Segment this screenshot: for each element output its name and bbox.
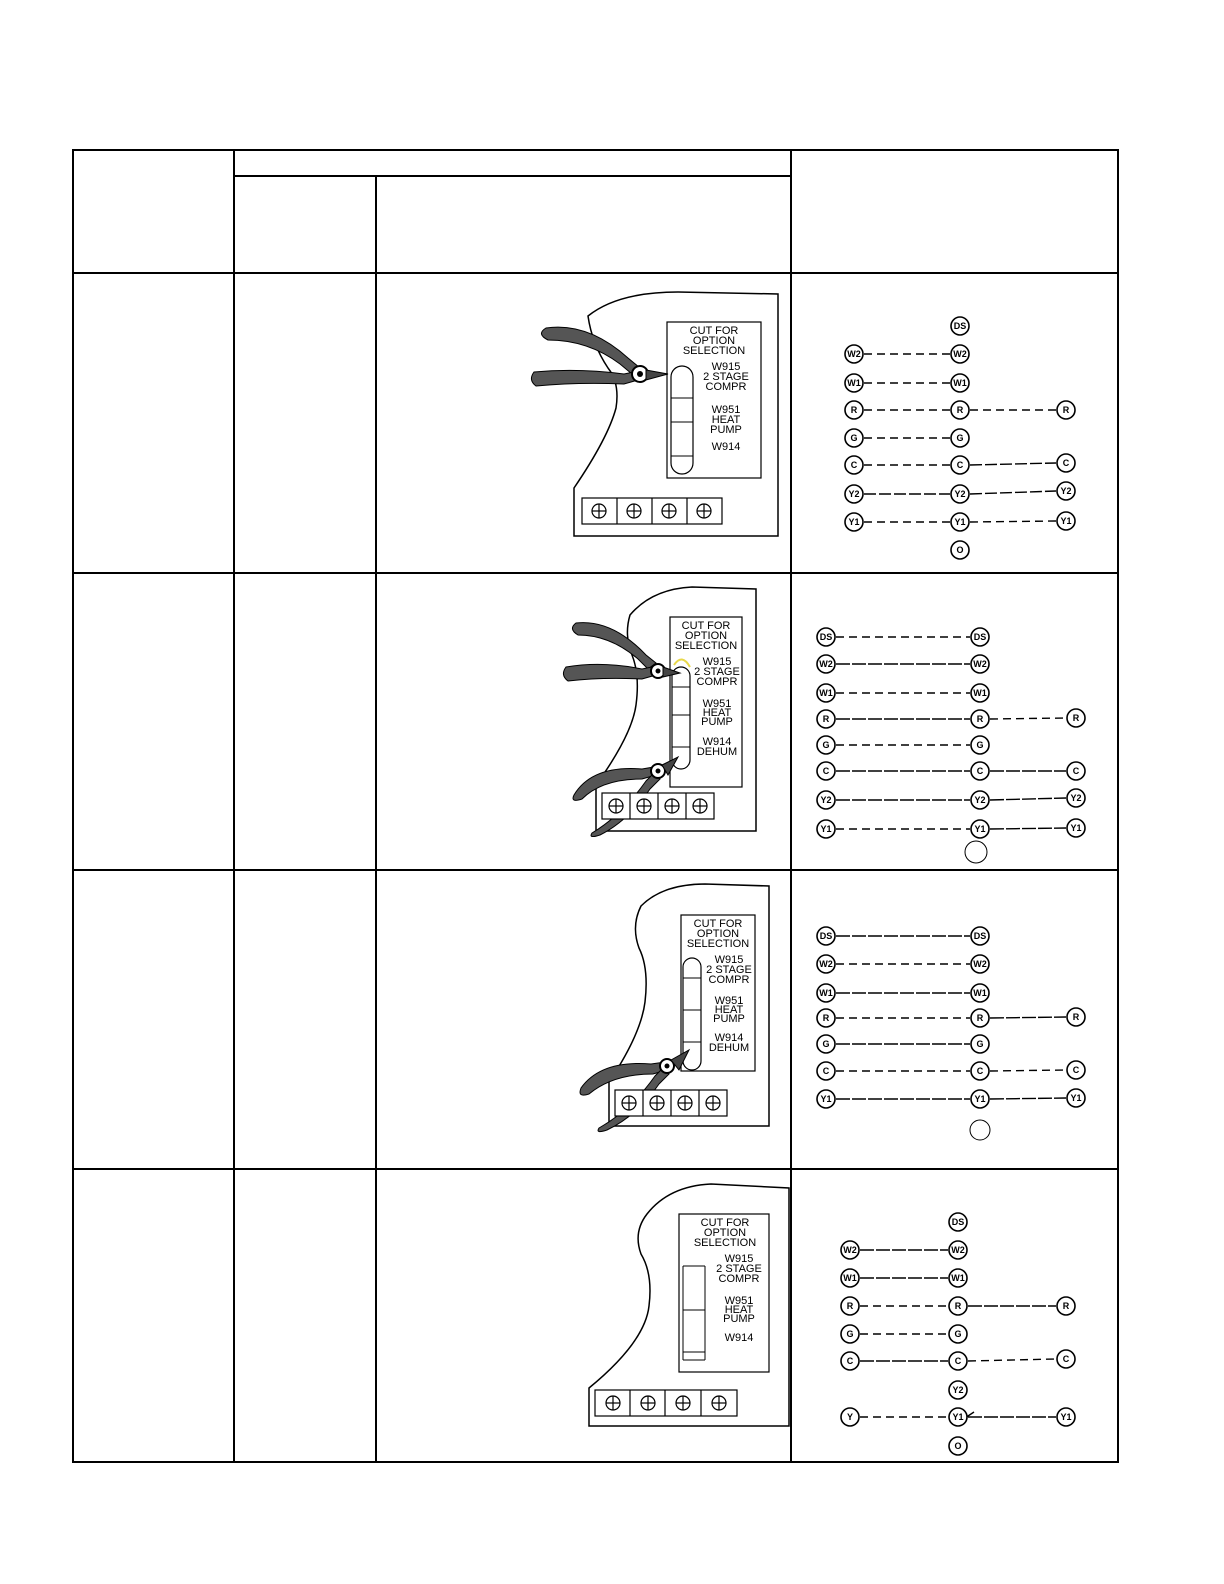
svg-text:Y1: Y1 — [1070, 1093, 1082, 1103]
board-title-line: SELECTION — [693, 1237, 757, 1249]
svg-text:G: G — [976, 740, 984, 750]
terminal-node — [1057, 482, 1075, 500]
table-border-right — [1117, 149, 1119, 1463]
terminal-node — [817, 1090, 835, 1108]
option-label: 2 STAGE — [716, 1263, 762, 1275]
terminal-node — [1067, 1089, 1085, 1107]
terminal-node — [970, 1120, 990, 1140]
svg-text:Y1: Y1 — [848, 517, 860, 527]
svg-text:Y1: Y1 — [974, 1094, 986, 1104]
board-title-line: CUT FOR — [689, 325, 739, 337]
terminal-node — [951, 317, 969, 335]
terminal-node — [971, 655, 989, 673]
svg-text:C: C — [976, 1066, 984, 1076]
terminal-node — [951, 541, 969, 559]
svg-text:W2: W2 — [973, 959, 987, 969]
svg-text:C: C — [846, 1356, 854, 1366]
board-title-line: SELECTION — [686, 938, 750, 950]
option-label: COMPR — [705, 381, 747, 393]
svg-text:R: R — [976, 1013, 984, 1023]
svg-text:R: R — [822, 714, 830, 724]
svg-text:W2: W2 — [819, 659, 833, 669]
option-label: W951 — [711, 404, 741, 416]
svg-text:Y2: Y2 — [1060, 486, 1072, 496]
terminal-node — [971, 736, 989, 754]
terminal-node — [1057, 454, 1075, 472]
terminal-node — [971, 820, 989, 838]
terminal-node — [845, 513, 863, 531]
option-label: COMPR — [708, 974, 750, 986]
svg-text:DS: DS — [973, 632, 987, 642]
option-label: W951 — [724, 1295, 754, 1307]
terminal-node — [951, 513, 969, 531]
terminal-node — [817, 984, 835, 1002]
terminal-node — [817, 820, 835, 838]
svg-text:W1: W1 — [953, 378, 967, 388]
terminal-node — [845, 485, 863, 503]
svg-text:R: R — [976, 714, 984, 724]
svg-text:Y1: Y1 — [820, 1094, 832, 1104]
terminal-node — [817, 628, 835, 646]
terminal-node — [949, 1408, 967, 1426]
table-divider-col1 — [233, 149, 235, 1463]
svg-text:Y2: Y2 — [1070, 793, 1082, 803]
terminal-node — [817, 1062, 835, 1080]
jumper-slot — [671, 366, 693, 474]
board-title-line: SELECTION — [674, 640, 738, 652]
svg-text:Y1: Y1 — [954, 517, 966, 527]
svg-text:C: C — [976, 766, 984, 776]
terminal-node — [1057, 1408, 1075, 1426]
svg-text:R: R — [956, 405, 964, 415]
terminal-node — [845, 456, 863, 474]
table-row-rule-2 — [72, 869, 1119, 871]
svg-text:W1: W1 — [973, 688, 987, 698]
svg-text:C: C — [956, 460, 964, 470]
terminal-node — [971, 927, 989, 945]
terminal-node — [1067, 1008, 1085, 1026]
svg-text:R: R — [1062, 405, 1070, 415]
option-label: 2 STAGE — [703, 371, 749, 383]
table-row-rule-3 — [72, 1168, 1119, 1170]
board-title-line: OPTION — [696, 928, 740, 940]
terminal-node — [949, 1437, 967, 1455]
table-border-top — [72, 149, 1119, 151]
svg-text:G: G — [976, 1039, 984, 1049]
terminal-node — [845, 374, 863, 392]
terminal-node — [817, 736, 835, 754]
terminal-node — [817, 1035, 835, 1053]
svg-text:Y1: Y1 — [1070, 823, 1082, 833]
terminal-node — [817, 710, 835, 728]
terminal-node — [841, 1352, 859, 1370]
svg-text:R: R — [846, 1301, 854, 1311]
terminal-node — [845, 401, 863, 419]
terminal-node — [949, 1381, 967, 1399]
svg-text:G: G — [954, 1329, 962, 1339]
jumper-slot — [672, 667, 690, 769]
svg-text:R: R — [1072, 1012, 1080, 1022]
option-label: W951 — [714, 995, 744, 1007]
terminal-node — [841, 1297, 859, 1315]
svg-text:Y2: Y2 — [820, 795, 832, 805]
option-label: HEAT — [724, 1304, 754, 1316]
svg-text:C: C — [954, 1356, 962, 1366]
svg-text:C: C — [822, 766, 830, 776]
option-label: PUMP — [710, 424, 742, 436]
terminal-node — [949, 1241, 967, 1259]
terminal-node — [817, 927, 835, 945]
terminal-node — [845, 429, 863, 447]
terminal-node — [817, 1009, 835, 1027]
svg-text:W1: W1 — [843, 1273, 857, 1283]
terminal-node — [971, 1035, 989, 1053]
terminal-node — [817, 791, 835, 809]
svg-text:Y2: Y2 — [954, 489, 966, 499]
board-title-line: CUT FOR — [693, 918, 743, 930]
terminal-node — [841, 1269, 859, 1287]
option-label: COMPR — [696, 676, 738, 688]
terminal-node — [971, 1009, 989, 1027]
option-label: PUMP — [713, 1013, 745, 1025]
terminal-node — [971, 684, 989, 702]
board-diagram-1 — [528, 288, 783, 540]
terminal-node — [1067, 819, 1085, 837]
svg-text:Y1: Y1 — [952, 1412, 964, 1422]
table-divider-col2 — [375, 175, 377, 1463]
wiring-diagram-1 — [800, 300, 1110, 568]
wiring-diagram-2 — [800, 610, 1110, 868]
terminal-node — [971, 955, 989, 973]
table-header-rule — [72, 272, 1119, 274]
terminal-node — [951, 374, 969, 392]
option-label: W915 — [702, 656, 732, 668]
terminal-node — [949, 1297, 967, 1315]
terminal-node — [817, 955, 835, 973]
svg-text:Y2: Y2 — [848, 489, 860, 499]
option-label: W914 — [724, 1332, 754, 1344]
terminal-node — [951, 456, 969, 474]
svg-text:W2: W2 — [951, 1245, 965, 1255]
terminal-node — [845, 345, 863, 363]
option-label: HEAT — [702, 707, 732, 719]
svg-text:O: O — [954, 1441, 962, 1451]
terminal-node — [951, 485, 969, 503]
option-label: W914 — [711, 441, 741, 453]
svg-text:G: G — [850, 433, 858, 443]
svg-text:G: G — [846, 1329, 854, 1339]
option-label: W915 — [714, 954, 744, 966]
table-border-bottom — [72, 1461, 1119, 1463]
svg-text:W1: W1 — [819, 988, 833, 998]
terminal-node — [971, 710, 989, 728]
wiring-diagram-4 — [800, 1196, 1110, 1458]
svg-text:G: G — [956, 433, 964, 443]
svg-text:DS: DS — [951, 1217, 965, 1227]
svg-text:G: G — [822, 1039, 830, 1049]
svg-text:C: C — [1062, 458, 1070, 468]
svg-text:DS: DS — [973, 931, 987, 941]
svg-text:O: O — [956, 545, 964, 555]
svg-text:R: R — [1062, 1301, 1070, 1311]
svg-text:W2: W2 — [973, 659, 987, 669]
terminal-node — [951, 345, 969, 363]
wiring-diagram-3 — [800, 910, 1110, 1150]
svg-text:W2: W2 — [953, 349, 967, 359]
option-label: DEHUM — [708, 1042, 750, 1054]
option-label: 2 STAGE — [706, 964, 752, 976]
svg-text:R: R — [850, 405, 858, 415]
option-label: HEAT — [711, 414, 741, 426]
board-title-line: SELECTION — [682, 345, 746, 357]
svg-text:G: G — [822, 740, 830, 750]
svg-text:R: R — [954, 1301, 962, 1311]
option-label: DEHUM — [696, 746, 738, 758]
terminal-node — [949, 1325, 967, 1343]
option-label: W951 — [702, 698, 732, 710]
option-label: COMPR — [718, 1273, 760, 1285]
option-label: PUMP — [723, 1313, 755, 1325]
option-label: HEAT — [714, 1004, 744, 1016]
terminal-node — [841, 1408, 859, 1426]
terminal-node — [971, 1090, 989, 1108]
svg-text:C: C — [1072, 1065, 1080, 1075]
terminal-node — [1057, 512, 1075, 530]
svg-text:C: C — [1062, 1354, 1070, 1364]
table-border-left — [72, 149, 74, 1463]
svg-text:C: C — [850, 460, 858, 470]
svg-text:Y1: Y1 — [1060, 516, 1072, 526]
terminal-node — [949, 1269, 967, 1287]
svg-text:W1: W1 — [951, 1273, 965, 1283]
board-title-line: OPTION — [684, 630, 728, 642]
terminal-node — [951, 429, 969, 447]
board-title-line: CUT FOR — [681, 620, 731, 632]
svg-text:Y: Y — [846, 1412, 854, 1422]
terminal-node — [1067, 1061, 1085, 1079]
svg-text:W2: W2 — [847, 349, 861, 359]
option-label: PUMP — [701, 716, 733, 728]
terminal-node — [817, 684, 835, 702]
option-label: W914 — [702, 736, 732, 748]
option-label: W914 — [714, 1032, 744, 1044]
option-label: W915 — [724, 1253, 754, 1265]
svg-text:Y2: Y2 — [952, 1385, 964, 1395]
svg-text:DS: DS — [819, 632, 833, 642]
terminal-node — [971, 791, 989, 809]
svg-text:R: R — [1072, 713, 1080, 723]
terminal-node — [1067, 762, 1085, 780]
terminal-node — [1057, 1350, 1075, 1368]
terminal-node — [965, 841, 987, 863]
svg-text:DS: DS — [819, 931, 833, 941]
terminal-node — [971, 628, 989, 646]
svg-text:W1: W1 — [847, 378, 861, 388]
option-label: 2 STAGE — [694, 666, 740, 678]
terminal-node — [971, 984, 989, 1002]
svg-text:Y1: Y1 — [974, 824, 986, 834]
svg-text:Y2: Y2 — [974, 795, 986, 805]
board-diagram-4 — [585, 1182, 791, 1430]
svg-text:W2: W2 — [819, 959, 833, 969]
terminal-node — [949, 1213, 967, 1231]
svg-text:C: C — [1072, 766, 1080, 776]
terminal-node — [971, 762, 989, 780]
svg-text:W1: W1 — [819, 688, 833, 698]
svg-text:R: R — [822, 1013, 830, 1023]
svg-text:Y1: Y1 — [1060, 1412, 1072, 1422]
terminal-node — [841, 1241, 859, 1259]
terminal-node — [1057, 401, 1075, 419]
board-diagram-3 — [575, 882, 775, 1134]
terminal-node — [1067, 709, 1085, 727]
terminal-node — [1067, 789, 1085, 807]
table-header-subrule — [233, 175, 792, 177]
terminal-node — [971, 1062, 989, 1080]
option-label: W915 — [711, 361, 741, 373]
board-title-line: OPTION — [703, 1227, 747, 1239]
svg-text:W2: W2 — [843, 1245, 857, 1255]
svg-text:C: C — [822, 1066, 830, 1076]
terminal-node — [817, 762, 835, 780]
board-diagram-2 — [562, 585, 762, 837]
board-title-line: CUT FOR — [700, 1217, 750, 1229]
svg-text:DS: DS — [953, 321, 967, 331]
terminal-node — [1057, 1297, 1075, 1315]
terminal-node — [951, 401, 969, 419]
table-row-rule-1 — [72, 572, 1119, 574]
terminal-node — [949, 1352, 967, 1370]
terminal-node — [841, 1325, 859, 1343]
svg-text:Y1: Y1 — [820, 824, 832, 834]
terminal-node — [817, 655, 835, 673]
svg-text:W1: W1 — [973, 988, 987, 998]
board-title-line: OPTION — [692, 335, 736, 347]
